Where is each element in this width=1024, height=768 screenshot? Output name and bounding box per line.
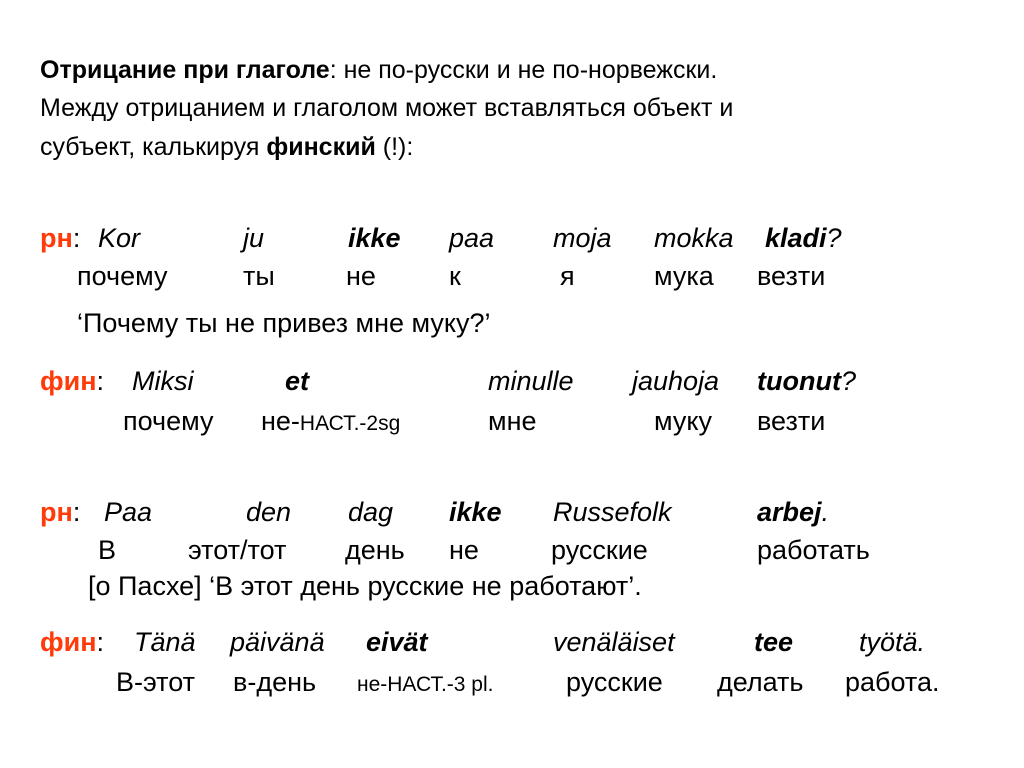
- example3-gloss: не: [449, 535, 479, 565]
- example3-colon: :: [72, 497, 81, 527]
- example2-lang: фин: [40, 366, 97, 396]
- example2-gloss: муку: [654, 406, 712, 436]
- example2-gloss: почему: [123, 406, 214, 436]
- example1-lang-label: [40, 225, 80, 252]
- example4-colon: :: [96, 627, 105, 657]
- example3-word: Russefolk: [553, 497, 672, 527]
- example1-translation: ‘Почему ты не привез мне муку?’: [77, 308, 491, 338]
- example3-word: dag: [348, 497, 394, 527]
- example2-colon: :: [96, 366, 105, 396]
- example1-gloss: почему: [77, 261, 168, 291]
- example3-end: .: [821, 497, 830, 527]
- example3-gloss: работать: [757, 535, 870, 565]
- example2-word: Miksi: [132, 366, 194, 396]
- example4-gloss: в-день: [233, 667, 317, 697]
- example1-word: ju: [243, 223, 265, 253]
- example2-word: minulle: [488, 366, 574, 396]
- example2-word: jauhoja: [632, 366, 720, 396]
- example3-lang-label: [40, 499, 80, 526]
- example1-gloss: ты: [243, 261, 275, 291]
- example3-gloss: этот/тот: [188, 535, 287, 565]
- example3-gloss: день: [345, 535, 405, 565]
- intro-line-2: Между отрицанием и глаголом может вставляться объект и: [40, 94, 734, 122]
- example3-word-negation: ikke: [449, 497, 502, 527]
- example4-word-negation: eivät: [366, 627, 428, 657]
- example2-verb-word: tuonut: [757, 366, 841, 396]
- example1-word: moja: [553, 223, 612, 253]
- example4-gloss-nast: не-НАСТ.-3 pl.: [357, 673, 494, 696]
- example2-gloss-ne: не-: [261, 406, 300, 436]
- example1-end: ?: [826, 223, 842, 253]
- intro-line-3-post: (!):: [375, 133, 414, 161]
- example1-word: mokka: [654, 223, 734, 253]
- example4-verb-word: tee: [754, 627, 794, 657]
- example3-word: den: [246, 497, 292, 527]
- example1-gloss: к: [449, 261, 461, 291]
- example1-word: paa: [449, 223, 495, 253]
- example3-translation: [о Пасхе] ‘В этот день русские не работают’.: [88, 571, 642, 601]
- intro-finnish-bold: финский: [266, 133, 376, 161]
- example1-colon: :: [72, 223, 81, 253]
- example2-end: ?: [840, 366, 856, 396]
- example1-lang: рн: [40, 223, 73, 253]
- example3-gloss: В: [98, 535, 117, 565]
- intro-term: Отрицание при глаголе: [40, 56, 330, 84]
- example2-gloss-neg: [261, 408, 400, 435]
- example1-gloss: не: [346, 261, 376, 291]
- example1-gloss: мука: [654, 261, 714, 291]
- example3-gloss: русские: [551, 535, 648, 565]
- example4-word: Tänä: [134, 627, 196, 657]
- example1-gloss: я: [560, 261, 575, 291]
- example2-gloss: мне: [488, 406, 537, 436]
- example4-gloss: В-этот: [116, 667, 196, 697]
- example3-verb-word: arbej: [757, 497, 822, 527]
- example4-gloss: делать: [717, 667, 804, 697]
- example1-verb-word: kladi: [765, 223, 827, 253]
- example1-gloss: везти: [757, 261, 826, 291]
- example1-verb: [765, 225, 842, 252]
- example4-lang: фин: [40, 627, 97, 657]
- example4-word: venäläiset: [553, 627, 675, 657]
- example4-word: päivänä: [230, 627, 325, 657]
- intro-line-3: [40, 135, 413, 160]
- intro-line-1: [40, 58, 717, 83]
- example3-verb: [757, 499, 829, 526]
- example4-gloss: русские: [566, 667, 663, 697]
- example3-word: Paa: [104, 497, 153, 527]
- example2-gloss: везти: [757, 406, 826, 436]
- example2-gloss-nast: НАСТ.-2sg: [299, 412, 401, 435]
- example1-word: Kor: [98, 223, 141, 253]
- example4-lang-label: [40, 629, 104, 656]
- example2-lang-label: [40, 368, 104, 395]
- intro-line-3-pre: субъект, калькируя: [40, 133, 267, 161]
- example3-lang: рн: [40, 497, 73, 527]
- example4-word: työtä.: [859, 627, 926, 657]
- intro-line-1-rest: : не по-русски и не по-норвежски.: [329, 56, 718, 84]
- example1-word-negation: ikke: [348, 223, 401, 253]
- example2-word-negation: et: [285, 366, 310, 396]
- example2-verb: [757, 368, 856, 395]
- example4-gloss: работа.: [845, 667, 940, 697]
